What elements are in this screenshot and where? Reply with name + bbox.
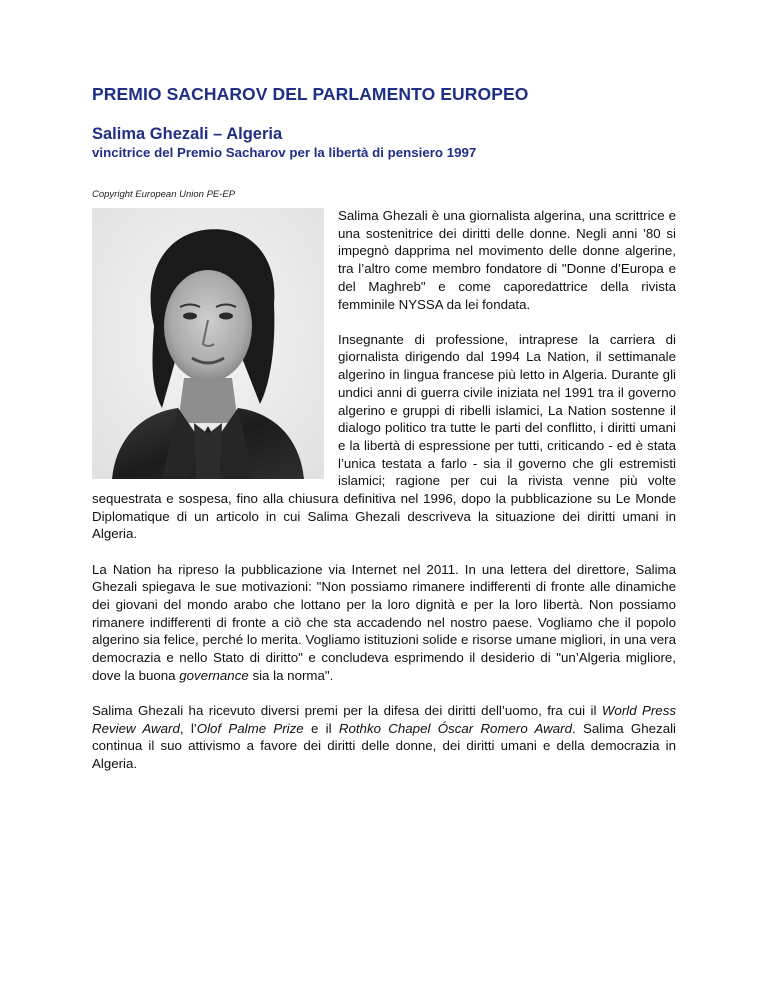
laureate-name: Salima Ghezali – Algeria (92, 125, 283, 143)
page-title: PREMIO SACHAROV DEL PARLAMENTO EUROPEO (92, 84, 529, 104)
paragraph-1: Salima Ghezali è una giornalista algerina, una scrittrice e una sostenitrice dei diritti delle donne. Negli anni ’80 si impegnò dapprima nel movimento delle donne algerine, tra l’altro come membro fondatore di "Donne d’Europa e del Maghreb" e come caporedattrice della rivista femminile NYSSA da lei fondata. (338, 208, 676, 312)
article-body (92, 203, 676, 773)
laureate-subtitle: vincitrice del Premio Sacharov per la libertà di pensiero 1997 (92, 145, 477, 160)
governance-term: governance (179, 667, 249, 683)
paragraph-2: Insegnante di professione, intraprese la carriera di giornalista dirigendo dal 1994 La Nation, il settimanale algerino in lingua francese più letto in Algeria. Durante gli undici anni di guerra civile iniziata nel 1991 tra il governo algerino e gruppi di ribelli islamici, La Nation sostenne il dialogo politico tra tutte le parti del conflitto, i diritti umani e la libertà di espressione per tutti, criticando - ed è stata l’unica testata a farlo - sia il governo che gli estremisti islamici; ragione per cui la rivista venne più volte sequestrata e sospesa, fino alla chiusura definitiva nel 1996, dopo la pubblicazione su Le Monde Diplomatique di un articolo in cui Salima Ghezali descriveva la situazione dei diritti umani in Algeria. (92, 331, 676, 542)
award-world-press: World Press Review Award (92, 703, 677, 736)
document-page (92, 84, 676, 790)
photo-copyright: Copyright European Union PE-EP (92, 189, 236, 200)
award-olof-palme: Olof Palme Prize (196, 720, 304, 736)
paragraph-3: La Nation ha ripreso la pubblicazione via Internet nel 2011. In una lettera del direttore, Salima Ghezali spiegava le sue motivazioni: "Non possiamo rimanere indifferenti di fronte alle dinamiche dei giovani del mondo arabo che lottano per la loro dignità e per la loro libertà. Non possiamo rimanere indifferenti di fronte a ciò che sta accadendo nel nostro paese. Vogliamo che il popolo algerino sia felice, perché lo merita. Vogliamo istituzioni solide e risorse umane migliori, in una vera democrazia e nello Stato di diritto" e concludeva esprimendo il desiderio di "un’Algeria migliore, dove la buona governance sia la norma". (92, 561, 676, 683)
paragraph-4: Salima Ghezali ha ricevuto diversi premi per la difesa dei diritti dell’uomo, fra cui il World Press Review Award, l’Olof Palme Prize e il Rothko Chapel Óscar Romero Award. Salima Ghezali continua il suo attivismo a favore dei diritti delle donne, dei diritti umani e della democrazia in Algeria. (92, 703, 677, 772)
portrait-photo (92, 208, 324, 479)
award-rothko-chapel: Rothko Chapel Óscar Romero Award (338, 720, 572, 736)
